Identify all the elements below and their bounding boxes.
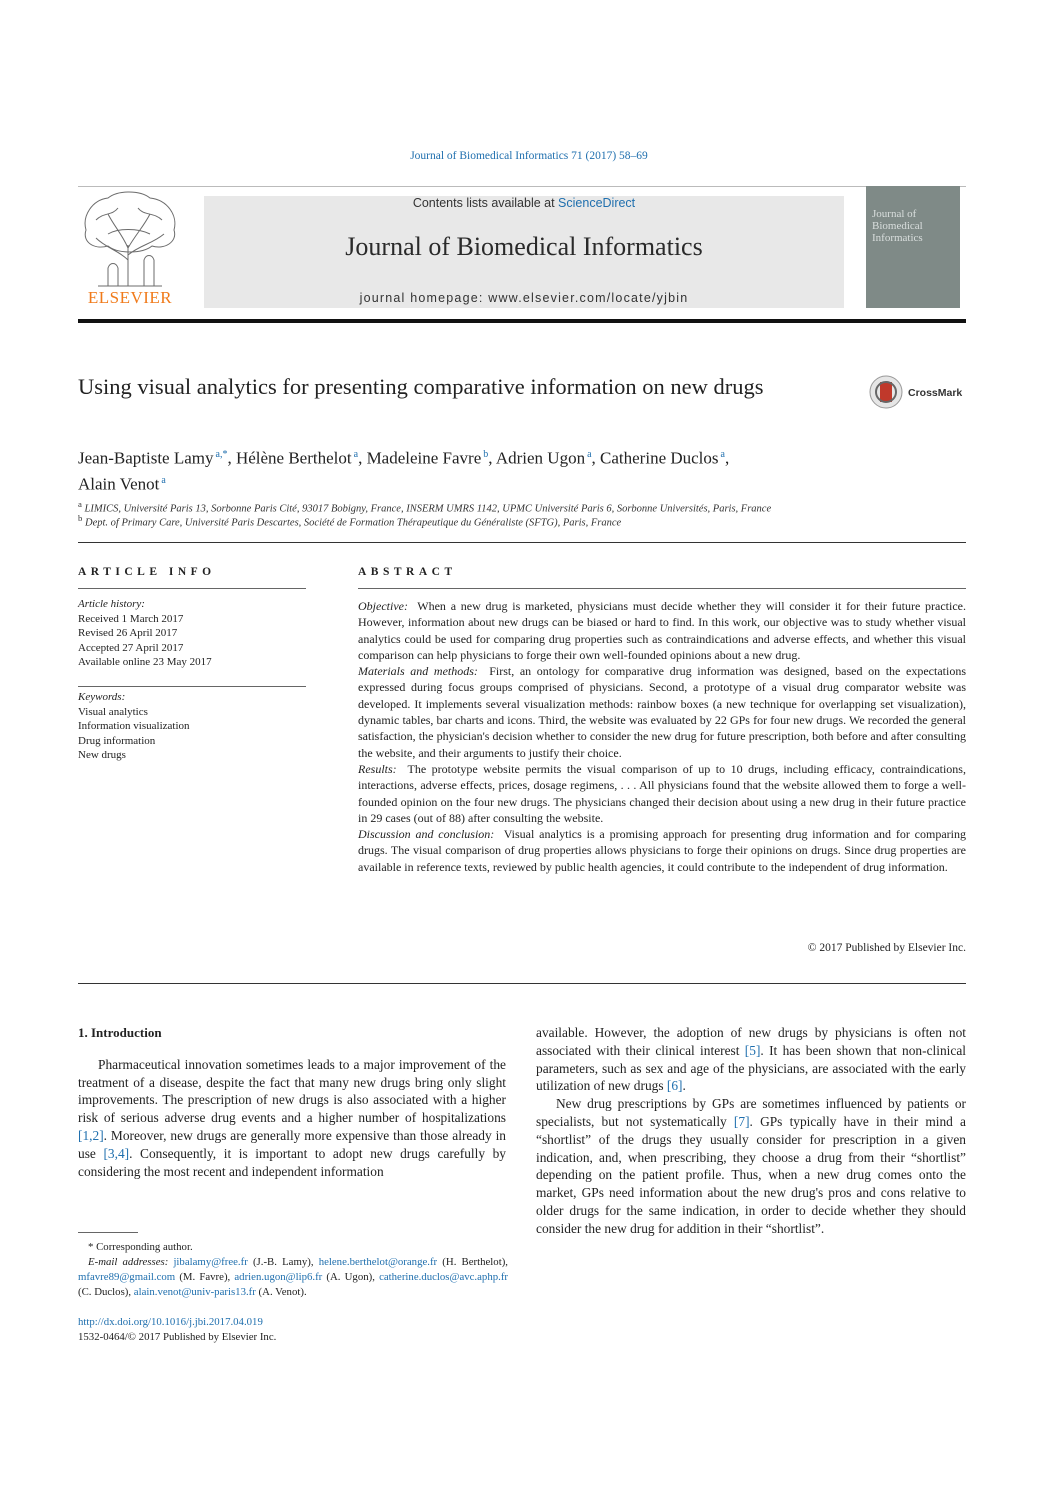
section-label: Discussion and conclusion:: [358, 827, 495, 842]
section-text: Visual analytics is a promising approach for presenting drug information and for comparing drugs. The visual comparison of drug properties allows physicians to forge their opinions on drugs. Since drug properties are available in reference texts, reviewed by public health agencies, it could contribute to the independent of drug information.: [358, 827, 966, 874]
history-revised: Revised 26 April 2017: [78, 627, 178, 640]
affiliation-b: [78, 513, 621, 529]
crossmark-label: CrossMark: [908, 387, 963, 399]
contents-prefix: Contents lists available at: [412, 196, 559, 210]
section-label: Materials and methods:: [358, 664, 478, 679]
article-info-heading: ARTICLE INFO: [78, 566, 216, 578]
email-link[interactable]: helene.berthelot@orange.fr: [318, 1256, 438, 1268]
footnote-emails: [78, 1240, 508, 1300]
email-owner: (A. Venot).: [255, 1286, 307, 1298]
author-separator: ,: [488, 448, 496, 468]
footnote-rule: [78, 1232, 138, 1233]
abstract-heading: ABSTRACT: [358, 566, 457, 578]
corresponding-author-note: * Corresponding author.: [88, 1241, 193, 1253]
email-owner: (H. Berthelot),: [437, 1256, 508, 1268]
affiliation-text: Dept. of Primary Care, Université Paris Descartes, Société de Formation Thérapeutique du Généraliste (SFTG), Paris, France: [85, 517, 622, 529]
author-name[interactable]: Catherine Duclos: [600, 448, 719, 468]
keywords-rule: [78, 686, 306, 687]
doi-link[interactable]: http://dx.doi.org/10.1016/j.jbi.2017.04.019: [78, 1316, 263, 1328]
section-label: Objective:: [358, 599, 408, 613]
author-affiliation-marker[interactable]: a: [159, 474, 166, 486]
abstract-body: [358, 598, 966, 875]
author-affiliation-marker[interactable]: a: [718, 449, 725, 460]
contents-line: [204, 196, 844, 210]
email-link[interactable]: mfavre89@gmail.com: [78, 1271, 176, 1283]
email-list: [78, 1255, 508, 1300]
article-info-rule: [78, 588, 306, 589]
affiliation-text: LIMICS, Université Paris 13, Sorbonne Paris Cité, 93017 Bobigny, France, INSERM UMRS 1142, UPMC Université Paris 6, Sorbonne Universités, Paris, France: [84, 503, 772, 515]
author-list: [78, 444, 968, 495]
article-title: Using visual analytics for presenting comparative information on new drugs: [78, 374, 764, 399]
journal-name: Journal of Biomedical Informatics: [345, 232, 703, 261]
emails-label: E-mail addresses:: [88, 1256, 174, 1268]
citation-link[interactable]: [6]: [666, 1078, 683, 1094]
citation-link[interactable]: [5]: [744, 1042, 761, 1058]
affiliation-marker: a: [78, 499, 82, 509]
section-text: The prototype website permits the visual comparison of up to 10 drugs, including efficacy, contraindications, interactions, adverse effects, prices, dosage regimens, . . . All physicians found that the website allowed them to forge a well-founded opinion on the four new drugs. The physicians changed their decision about using a new drug in their future practice in 29 cases (out of 88) after consulting the website.: [358, 761, 966, 825]
cover-title: Journal of Biomedical Informatics: [872, 208, 923, 244]
author-name[interactable]: Jean-Baptiste Lamy: [78, 448, 214, 468]
abstract-methods: [358, 663, 966, 761]
email-link[interactable]: alain.venot@univ-paris13.fr: [133, 1286, 256, 1298]
author-separator: ,: [227, 448, 236, 468]
banner-rule-thick: [78, 319, 966, 323]
author-affiliation-marker[interactable]: a,*: [213, 449, 228, 460]
crossmark-badge[interactable]: [868, 374, 968, 414]
email-owner: (J.-B. Lamy),: [247, 1256, 319, 1268]
affiliation-marker: b: [78, 513, 83, 523]
article-history: [78, 597, 308, 670]
author-name[interactable]: Adrien Ugon: [495, 448, 586, 468]
history-label: Article history:: [78, 598, 145, 610]
email-link[interactable]: adrien.ugon@lip6.fr: [234, 1271, 323, 1283]
author-separator: ,: [591, 448, 601, 468]
section-text: First, an ontology for comparative drug information was designed, based on the expectations expressed during focus groups comprised of physicians. Second, a prototype of a visual drug comparator website was developed. It implements several visualization methods: rainbow boxes (a new technique for overlapping set visualization), dynamic tables, bar charts and icons. Third, the website was evaluated by 22 GPs for four new drugs. We recorded the general satisfaction, the physician's decision whether to consider the new drug for future prescription, both before and after consulting the website, and their arguments to justify their choice.: [358, 664, 966, 760]
keyword: Visual analytics: [78, 705, 148, 718]
elsevier-logo[interactable]: [78, 190, 182, 308]
keyword: Drug information: [78, 734, 156, 747]
author-separator: ,: [358, 448, 367, 468]
section-heading-introduction: 1. Introduction: [78, 1025, 162, 1040]
section-label: Results:: [358, 761, 397, 776]
author-affiliation-marker[interactable]: a: [585, 449, 592, 460]
body-left-column: [78, 1024, 506, 1180]
author-name[interactable]: Madeleine Favre: [366, 448, 482, 468]
abstract-divider: [78, 983, 966, 984]
history-accepted: Accepted 27 April 2017: [78, 641, 184, 654]
abstract-copyright: © 2017 Published by Elsevier Inc.: [807, 942, 966, 954]
journal-homepage[interactable]: journal homepage: www.elsevier.com/locate/yjbin: [359, 291, 689, 305]
intro-paragraph: Pharmaceutical innovation sometimes leads to a major improvement of the treatment of a disease, despite the fact that many new drugs bring only slight improvements. The prescription of new drugs is also associated with a higher risk of serious adverse drug events and a higher number of hospitalizations [1,2]. Moreover, new drugs are generally more expensive than those already in use [3,4]. Consequently, it is important to adopt new drugs carefully by considering the most recent and independent information: [78, 1056, 506, 1179]
abstract-results: [358, 761, 966, 826]
email-link[interactable]: catherine.duclos@avc.aphp.fr: [379, 1271, 509, 1283]
keyword: New drugs: [78, 749, 126, 762]
abstract-conclusion: [358, 826, 966, 875]
intro-paragraph: available. However, the adoption of new drugs by physicians is often not associated with their clinical interest [5]. It has been shown that non-clinical parameters, such as sex and age of the physicians, are associated with the early utilization of new drugs [6].: [536, 1025, 966, 1094]
author-separator: ,: [724, 448, 730, 468]
intro-paragraph: New drug prescriptions by GPs are sometimes influenced by patients or specialists, but not systematically [7]. GPs typically have in their mind a “shortlist” of the drugs they usually consider for prescription in a given indication, and, when prescribing, they choose a drug from their “shortlist” depending on the patient profile. Thus, when a new drug comes onto the market, GPs need information about the new drug's pros and cons relative to older drugs for the same indication, in order to decide whether they should consider the new drug for addition in their “shortlist”.: [536, 1096, 966, 1236]
body-right-column: [536, 1024, 966, 1238]
keyword: Information visualization: [78, 720, 190, 733]
email-owner: (C. Duclos),: [78, 1286, 134, 1298]
section-text: When a new drug is marketed, physicians must decide whether they will consider it for their future practice. However, information about new drugs can be biased or hard to find. In this work, our objective was to study whether visual analytics could be used for comparing drug properties such as contraindications and adverse effects, and whether this visual comparison can help physicians to forge their own well-founded opinions about a new drug.: [358, 599, 966, 662]
sciencedirect-link[interactable]: ScienceDirect: [558, 196, 636, 210]
author-affiliation-marker[interactable]: b: [481, 449, 489, 460]
author-name[interactable]: Alain Venot: [78, 474, 160, 494]
citation-link[interactable]: [1,2]: [78, 1127, 104, 1143]
citation-link[interactable]: [3,4]: [103, 1145, 130, 1161]
citation-link[interactable]: [7]: [733, 1113, 750, 1129]
header-divider: [78, 542, 966, 543]
banner-rule: [78, 186, 966, 187]
journal-citation[interactable]: Journal of Biomedical Informatics 71 (2017) 58–69: [410, 150, 648, 162]
author-name[interactable]: Hélène Berthelot: [235, 448, 352, 468]
abstract-objective: [358, 598, 966, 663]
crossmark-icon: [868, 374, 904, 410]
history-online: Available online 23 May 2017: [78, 656, 212, 669]
email-owner: (A. Ugon),: [322, 1271, 380, 1283]
email-link[interactable]: jibalamy@free.fr: [173, 1256, 248, 1268]
history-received: Received 1 March 2017: [78, 612, 184, 625]
abstract-rule: [358, 588, 966, 589]
issn-line: 1532-0464/© 2017 Published by Elsevier Inc.: [78, 1331, 277, 1343]
author-affiliation-marker[interactable]: a: [351, 449, 359, 460]
elsevier-tree-icon: [78, 190, 182, 290]
footnote-doi: [78, 1315, 508, 1345]
keywords: [78, 690, 308, 763]
email-owner: (M. Favre),: [175, 1271, 235, 1283]
keywords-label: Keywords:: [78, 691, 126, 703]
journal-cover[interactable]: [866, 186, 960, 308]
elsevier-wordmark: ELSEVIER: [87, 288, 173, 307]
